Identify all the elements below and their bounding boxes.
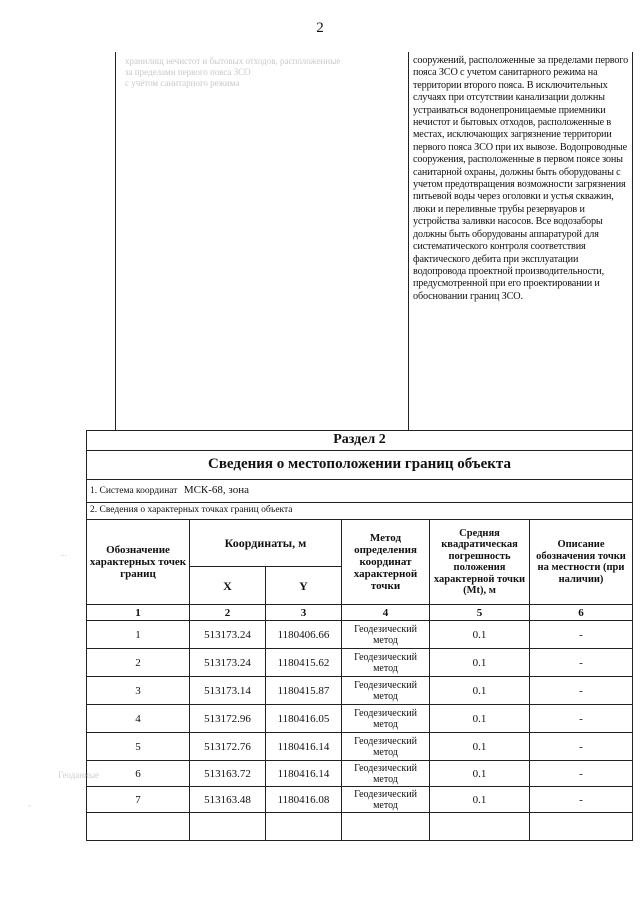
faded-text xyxy=(125,56,405,89)
cell-error: 0.1 xyxy=(472,684,487,697)
header-designation: Обозначение характерных точек границ xyxy=(89,544,187,580)
table-border xyxy=(632,52,633,430)
cell-method: Геодезический метод xyxy=(354,735,417,758)
cell-error: 0.1 xyxy=(472,767,487,780)
cell-error: 0.1 xyxy=(472,793,487,806)
cell-point: 3 xyxy=(135,684,141,697)
column-number: 6 xyxy=(578,606,584,619)
faded-line: с учётом санитарного режима xyxy=(125,78,240,88)
points-label: 2. Сведения о характерных точках границ объекта xyxy=(90,505,293,515)
cell-description: - xyxy=(579,793,583,806)
table-border xyxy=(86,430,633,431)
header-x: X xyxy=(223,578,232,593)
table-border xyxy=(632,430,633,840)
margin-stain: ... xyxy=(60,548,67,558)
section-title: Раздел 2 xyxy=(333,432,386,447)
cell-method: Геодезический метод xyxy=(354,707,417,730)
coord-system-value: МСК-68, зона xyxy=(183,484,249,496)
faded-line: за пределами первого пояса ЗСО xyxy=(125,67,251,77)
cell-x: 513172.76 xyxy=(204,740,251,753)
cell-error: 0.1 xyxy=(472,712,487,725)
cell-method: Геодезический метод xyxy=(354,651,417,674)
cell-description: - xyxy=(579,684,583,697)
cell-description: - xyxy=(579,628,583,641)
header-description: Описание обозначения точки на местности (при наличии) xyxy=(536,539,626,585)
cell-method: Геодезический метод xyxy=(354,762,417,785)
table-border xyxy=(115,52,116,430)
column-number: 2 xyxy=(224,606,231,619)
cell-point: 4 xyxy=(135,712,141,725)
cell-y: 1180415.87 xyxy=(277,684,330,697)
margin-stain: Геоданные xyxy=(58,770,100,780)
header-y: Y xyxy=(299,578,308,593)
table-border xyxy=(86,840,633,841)
table-border xyxy=(86,812,633,813)
cell-y: 1180416.14 xyxy=(277,740,330,753)
cell-point: 5 xyxy=(135,740,141,753)
table-border xyxy=(86,479,633,480)
cell-y: 1180406.66 xyxy=(277,628,330,641)
cell-description: - xyxy=(579,740,583,753)
cell-description: - xyxy=(579,656,583,669)
cell-error: 0.1 xyxy=(472,628,487,641)
margin-stain: - xyxy=(28,800,31,810)
requirements-text: сооружений, расположенные за пределами первого пояса ЗСО с учетом санитарного режима на территории второго пояса. В исключительных случаях при отсутствии канализации должны устраиваться водонепроницаемые приемники нечистот и бытовых отходов, расположенные в местах, исключающих загрязнение территории первого пояса ЗСО при их вывозе. Водопроводные сооружения, расположенные в первом поясе зоны санитарной охраны, должны быть оборудованы с учетом предотвращения возможности загрязнения питьевой воды через оголовки и устья скважин, люки и переливные трубы резервуаров и устройства заливки насосов. Все водозаборы должны быть оборудованы аппаратурой для систематического контроля соответствия фактического дебита при эксплуатации водопровода проектной производительности, предусмотренной при его проектировании и обосновании границ ЗСО. xyxy=(413,55,629,302)
header-method: Метод определения координат характерной точки xyxy=(353,532,418,592)
coord-system xyxy=(90,484,249,496)
cell-point: 1 xyxy=(135,628,141,641)
cell-y: 1180416.14 xyxy=(277,767,330,780)
table-border xyxy=(86,502,633,503)
cell-error: 0.1 xyxy=(472,656,487,669)
cell-x: 513163.48 xyxy=(204,793,251,806)
faded-line: хранилищ нечистот и бытовых отходов, расположенные xyxy=(125,56,341,66)
cell-x: 513173.14 xyxy=(204,684,251,697)
column-number: 4 xyxy=(382,606,389,619)
cell-y: 1180416.08 xyxy=(277,793,330,806)
coord-system-label: 1. Система координат xyxy=(90,486,178,496)
cell-x: 513172.96 xyxy=(204,712,251,725)
cell-method: Геодезический метод xyxy=(354,788,417,811)
table-border xyxy=(86,450,633,451)
cell-description: - xyxy=(579,767,583,780)
cell-point: 6 xyxy=(135,767,141,780)
column-number: 1 xyxy=(135,606,141,619)
table-border xyxy=(408,52,409,430)
column-number: 3 xyxy=(300,606,307,619)
header-error: Средняя квадратическая погрешность положения характерной точки (Mt), м xyxy=(433,527,526,596)
cell-y: 1180416.05 xyxy=(277,712,330,725)
cell-description: - xyxy=(579,712,583,725)
cell-method: Геодезический метод xyxy=(354,623,417,646)
cell-x: 513173.24 xyxy=(204,628,251,641)
header-coordinates: Координаты, м xyxy=(224,536,307,550)
cell-point: 7 xyxy=(135,793,141,806)
section-subtitle: Сведения о местоположении границ объекта xyxy=(208,456,511,472)
cell-error: 0.1 xyxy=(472,740,487,753)
cell-method: Геодезический метод xyxy=(354,679,417,702)
page-number: 2 xyxy=(316,20,324,36)
column-number: 5 xyxy=(476,606,483,619)
cell-x: 513163.72 xyxy=(204,767,251,780)
cell-y: 1180415.62 xyxy=(277,656,330,669)
cell-point: 2 xyxy=(135,656,141,669)
cell-x: 513173.24 xyxy=(204,656,251,669)
